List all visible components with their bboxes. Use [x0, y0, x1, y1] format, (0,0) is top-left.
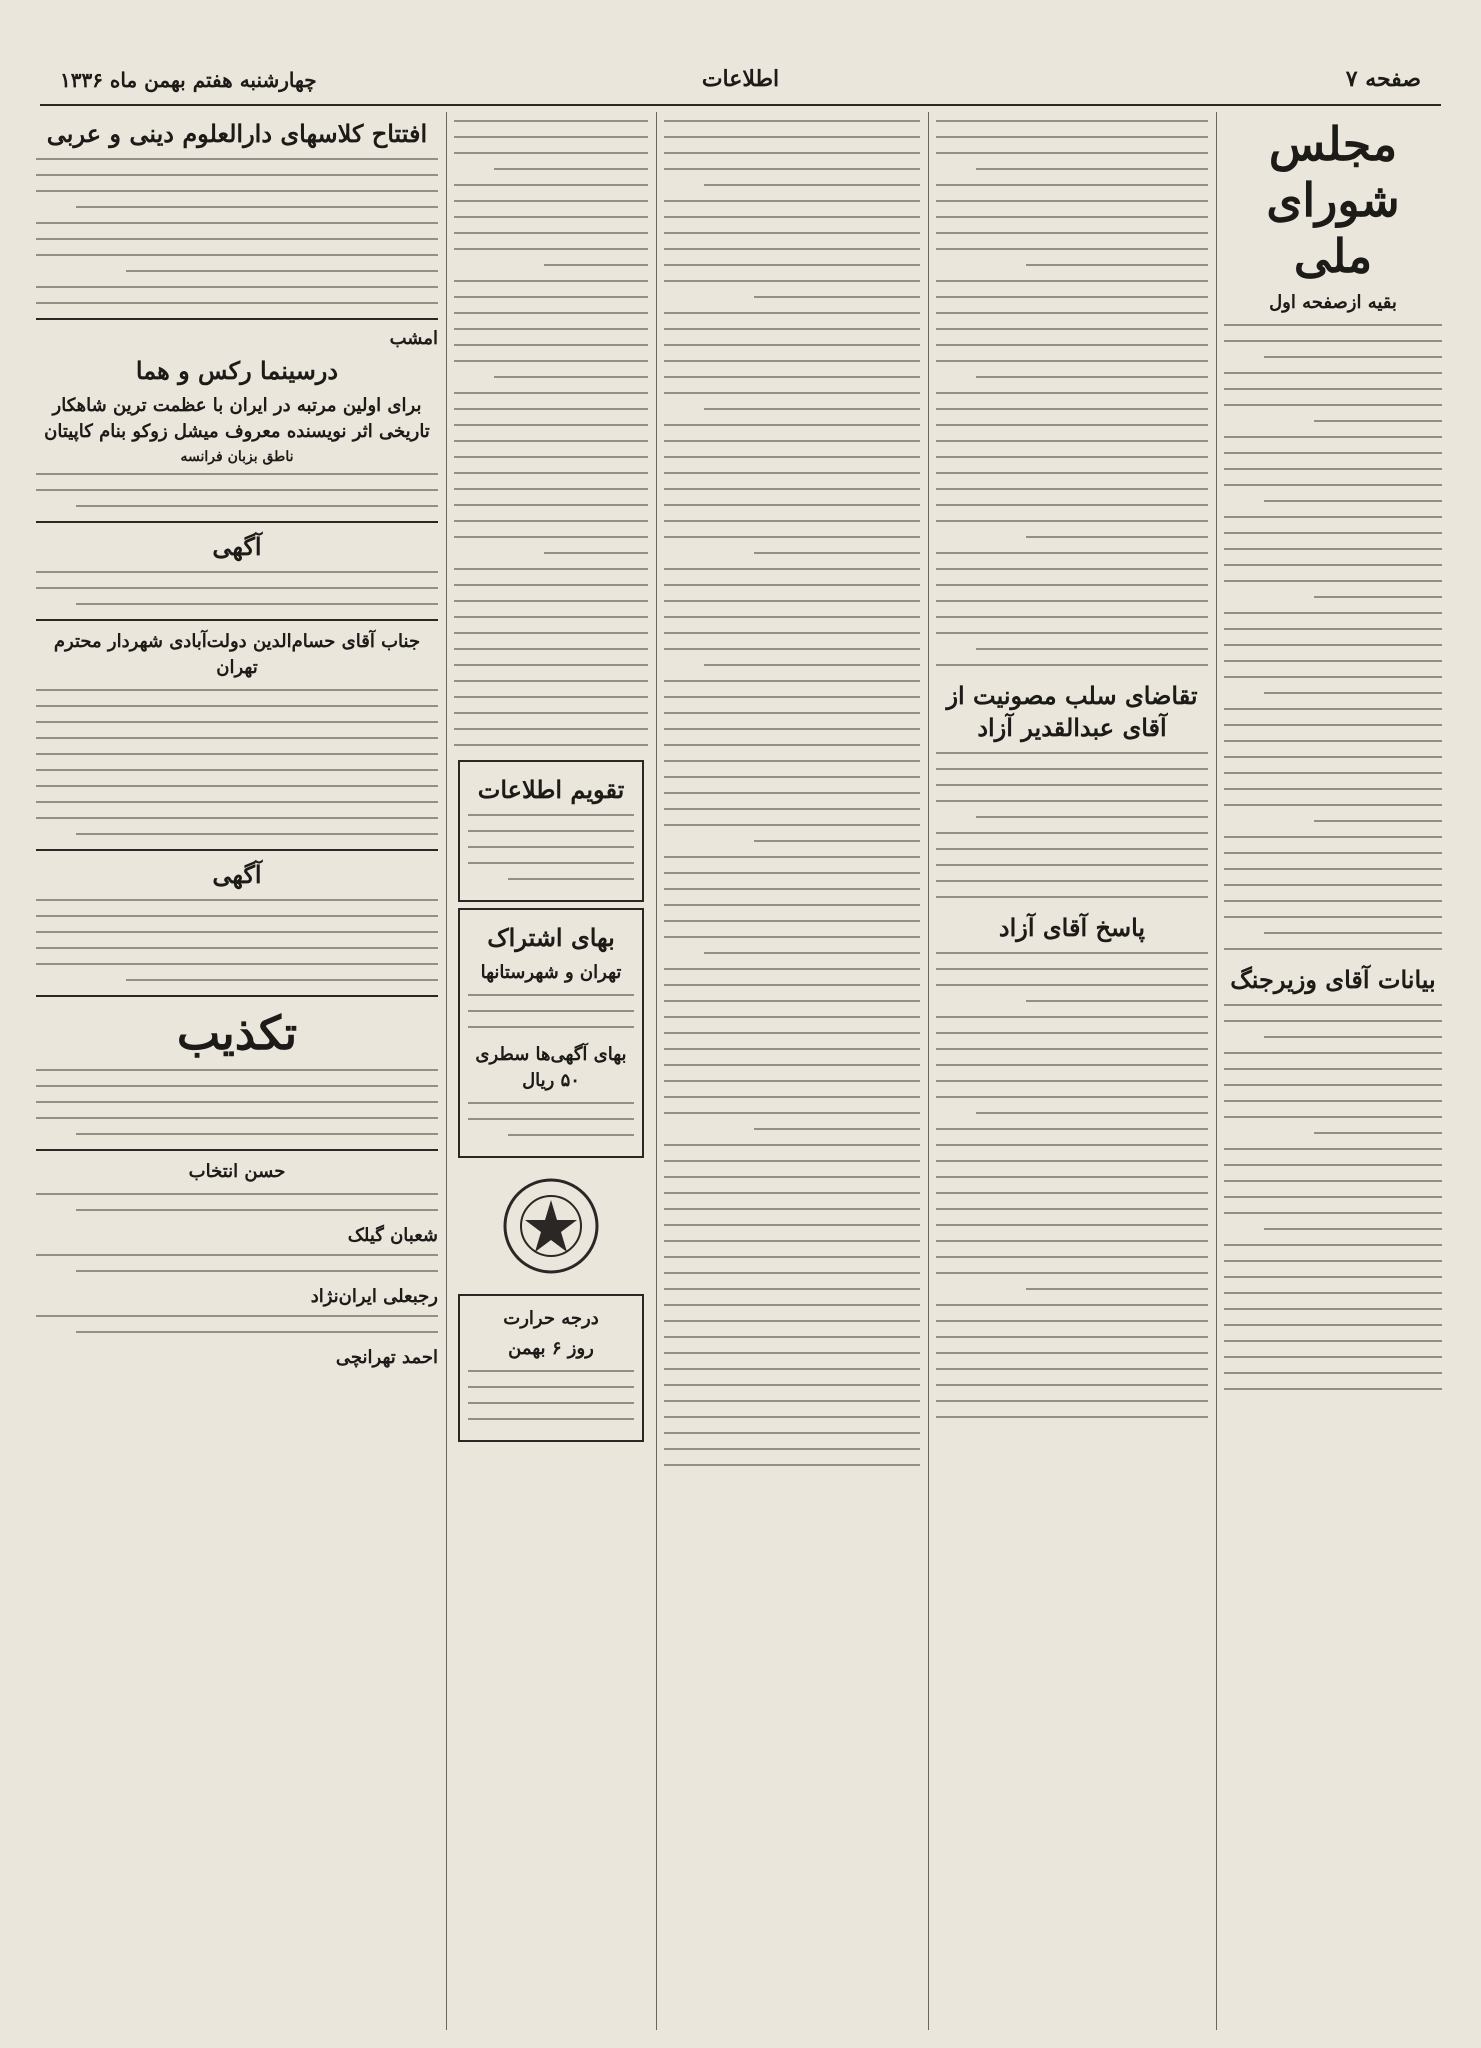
temperature-title: درجه حرارت [503, 1308, 599, 1329]
temperature-box [458, 1294, 644, 1442]
cinema-language: ناطق بزبان فرانسه [180, 449, 294, 465]
subscription-box [458, 908, 644, 1158]
notice-addressee: جناب آقای حسام‌الدین دولت‌آبادی شهردار محترم تهران [53, 631, 421, 678]
notice-title: آگهی [212, 860, 262, 889]
emblem-icon [491, 1166, 611, 1286]
cinema-subtitle: برای اولین مرتبه در ایران با عظمت ترین شاهکار تاریخی اثر نویسنده معروف میشل زوکو بنام کاپیتان [44, 395, 430, 442]
notice-title: آگهی [212, 532, 262, 561]
article-text [454, 120, 648, 746]
column-5 [36, 112, 438, 2030]
subscription-title: بهای اشتراک [487, 923, 615, 952]
ad-text [36, 1069, 438, 1135]
temperature-subtitle: روز ۶ بهمن [508, 1338, 594, 1359]
column-rule [446, 112, 447, 2030]
ad-rate: بهای آگهی‌ها سطری ۵۰ ریال [475, 1044, 627, 1091]
page-number: صفحه ۷ [1345, 66, 1421, 92]
column-3 [664, 112, 920, 2030]
column-rule [1216, 112, 1217, 2030]
signature-name: شعبان گیلک [347, 1225, 438, 1246]
article-text [936, 120, 1208, 666]
ad-text [36, 899, 438, 981]
ad-text [36, 689, 438, 835]
calendar-box [458, 760, 644, 902]
ad-text [36, 1254, 438, 1272]
signature-name: احمد تهرانچی [335, 1347, 438, 1368]
paper-name: اطلاعات [701, 66, 780, 92]
column-2 [936, 112, 1208, 2030]
subscription-subtitle: تهران و شهرستانها [480, 962, 622, 983]
majlis-headline: مجلس شورای ملی [1266, 117, 1400, 283]
column-1 [1224, 112, 1442, 2030]
continued-label: بقیه ازصفحه اول [1269, 292, 1397, 313]
article-text [664, 120, 920, 1466]
denial-title: تکذیب [176, 1006, 298, 1060]
immunity-heading: تقاضای سلب مصونیت از آقای عبدالقدیر آزاد [946, 681, 1198, 742]
article-text [936, 952, 1208, 1418]
azad-reply-heading: پاسخ آقای آزاد [998, 913, 1146, 942]
article-text [936, 752, 1208, 898]
signature-name: رجبعلی ایران‌نژاد [310, 1286, 438, 1307]
cinema-title: درسینما رکس و هما [135, 356, 339, 385]
seminary-ad-title: افتتاح کلاسهای دارالعلوم دینی و عربی [46, 119, 428, 148]
column-4 [454, 112, 648, 2030]
war-minister-heading: بیانات آقای وزیرجنگ [1230, 965, 1436, 994]
masthead [40, 60, 1441, 106]
ad-text [36, 473, 438, 507]
ad-text [36, 1315, 438, 1333]
issue-date: چهارشنبه هفتم بهمن ماه ۱۳۳۶ [60, 68, 317, 92]
article-text [1224, 324, 1442, 950]
column-rule [656, 112, 657, 2030]
article-text [1224, 1004, 1442, 1390]
ad-text [36, 158, 438, 304]
ad-text [36, 571, 438, 605]
calendar-title: تقویم اطلاعات [477, 775, 625, 804]
tonight-label: امشب [389, 328, 438, 349]
column-rule [928, 112, 929, 2030]
best-choice-title: حسن انتخاب [188, 1161, 286, 1182]
ad-text [36, 1193, 438, 1211]
